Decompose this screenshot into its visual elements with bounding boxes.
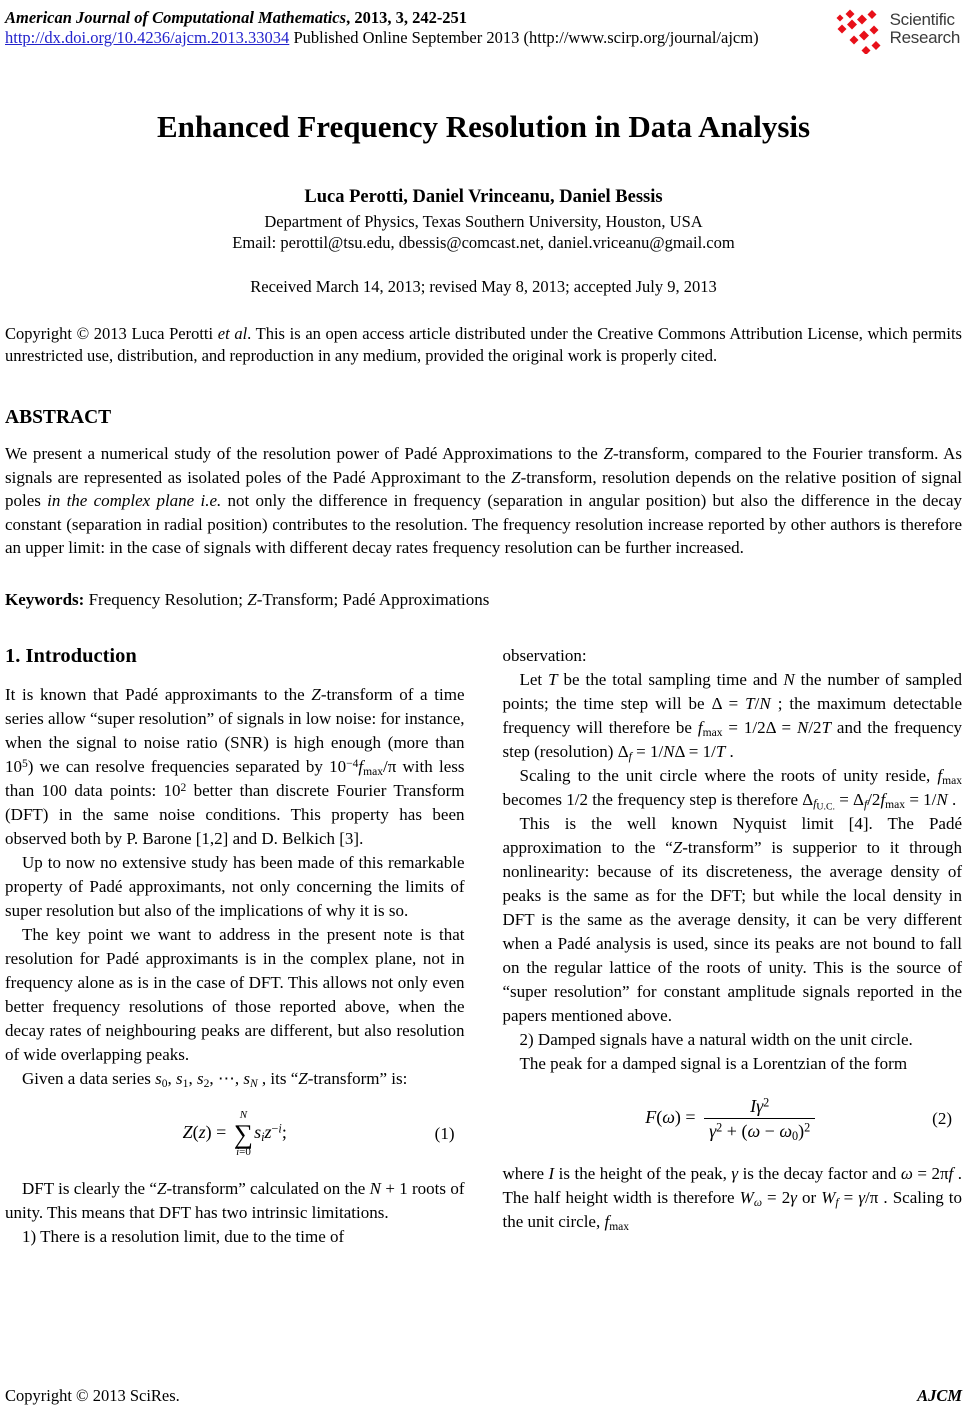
- doi-link[interactable]: http://dx.doi.org/10.4236/ajcm.2013.33034: [5, 28, 290, 47]
- right-column: [503, 644, 963, 1249]
- right-paragraph-0: observation:: [502, 645, 587, 665]
- publication-line: [5, 28, 759, 48]
- intro-paragraph-3: The key point we want to address in the present note is that resolution for Padé approximants is in the complex plane, not in frequency alone as is in the case of DFT. This allows not only even better frequency resolutions of those reported above, when the decay rates of neighbouring peaks are different, but also resolution of wide overlapping peaks.: [5, 924, 465, 1064]
- equation-2-body: F(ω) = $\frac{I\gamma^2}{\gamma^2 + (\omega - \omega_0)^2}$: [645, 1095, 819, 1143]
- right-paragraph-3: This is the well known Nyquist limit [4]. The Padé approximation to the “Z-transform” is supperior to it through nonlinearity: because of its discreteness, the average density of peaks is the same as for the DFT; but while the local density in DFT is the same as the average density, it can be very different when a Padé analysis is used, since its peaks are not bound to fall on the regular lattice of the roots of unity. This is the source of “super resolution” for constant amplitude signals reported in the papers mentioned above.: [502, 813, 962, 1025]
- copyright-notice: Copyright © 2013 Luca Perotti et al. This is an open access article distributed under the Creative Commons Attribution License, which permits unrestricted use, distribution, and reproduction in any medium, provided the original work is properly cited.: [5, 324, 962, 365]
- equation-1-number: (1): [434, 1123, 455, 1143]
- keywords-line: [5, 589, 962, 611]
- journal-issue: , 2013, 3, 242-251: [346, 8, 468, 27]
- right-paragraph-5: The peak for a damped signal is a Lorentzian of the form: [519, 1053, 908, 1073]
- page-header: [5, 8, 962, 56]
- email-line: Email: perottil@tsu.edu, dbessis@comcast.net, daniel.vriceanu@gmail.com: [232, 233, 735, 252]
- section-heading-introduction: 1. Introduction: [5, 644, 137, 667]
- published-online-text: Published Online September 2013 (http://www.scirp.org/journal/ajcm): [289, 28, 759, 47]
- affiliation-line: Department of Physics, Texas Southern University, Houston, USA: [264, 212, 703, 231]
- intro-paragraph-4: Given a data series $s_0$, $s_1$, $s_2$, ⋯, $s_N$ , its “Z-transform” is:: [22, 1068, 408, 1090]
- page-footer: [5, 1386, 962, 1406]
- intro-paragraph-2: Up to now no extensive study has been made of this remarkable property of Padé approximants, not only concerning the limits of super resolution but also of the implications of why it is so.: [5, 852, 465, 920]
- equation-2-number: (2): [932, 1108, 952, 1128]
- abstract-heading: ABSTRACT: [5, 407, 112, 428]
- intro-paragraph-5: DFT is clearly the “Z-transform” calculated on the N + 1 roots of unity. This means that DFT has two intrinsic limitations.: [5, 1178, 465, 1222]
- equation-2: [503, 1090, 963, 1148]
- authors-line: Luca Perotti, Daniel Vrinceanu, Daniel Bessis: [304, 187, 663, 207]
- intro-paragraph-1: It is known that Padé approximants to the Z-transform of a time series allow “super resolution” of signals in low noise: for instance, when the signal to noise ratio (SNR) is high enough (more than $10^5$) we can resolve frequencies separated by $10^{-4}f_{max}/\pi$ with less than 100 data points: $10^2$ better than discrete Fourier Transform (DFT) in the same noise conditions. This property has been observed both by P. Barone [1,2] and D. Belkich [3].: [5, 684, 465, 848]
- right-paragraph-4: 2) Damped signals have a natural width on the unit circle.: [519, 1029, 913, 1049]
- publisher-name-line2: Research: [889, 28, 960, 47]
- received-line: Received March 14, 2013; revised May 8, 2013; accepted July 9, 2013: [250, 277, 717, 296]
- publisher-logo: [832, 8, 960, 54]
- keywords-text: Frequency Resolution; Z-Transform; Padé Approximations: [84, 589, 490, 609]
- footer-journal-abbrev: AJCM: [917, 1386, 962, 1405]
- publisher-name: [890, 11, 960, 47]
- right-paragraph-1: Let T be the total sampling time and N the number of sampled points; the time step will be Δ = T/N ; the maximum detectable frequency will therefore be $f_{max} = 1/2\Delta = N/2T$ and the frequency step (resolution) $\Delta_f = 1/N\Delta = 1/T$ .: [502, 669, 962, 763]
- left-column: [5, 644, 465, 1249]
- intro-paragraph-6: 1) There is a resolution limit, due to the time of: [22, 1226, 345, 1246]
- equation-1: [5, 1105, 465, 1163]
- article-title: Enhanced Frequency Resolution in Data Analysis: [156, 109, 811, 144]
- publisher-name-line1: Scientific: [889, 10, 955, 29]
- right-paragraph-2: Scaling to the unit circle where the roots of unity reside, $f_{max}$ becomes 1/2 the frequency step is therefore $\Delta_{f_{U.C.}} = \Delta_f/2f_{max} = 1/N$ .: [502, 765, 962, 813]
- equation-1-body: Z(z) = N ∑ i=0 $s_iz^{-i}$;: [182, 1108, 287, 1158]
- right-paragraph-6: where I is the height of the peak, γ is the decay factor and ω = 2πf . The half height width is therefore $W_\omega = 2\gamma$ or $W_f = \gamma/\pi$ . Scaling to the unit circle, $f_{max}$: [502, 1163, 963, 1233]
- journal-title-line: [5, 8, 759, 28]
- article-body: [5, 644, 962, 1249]
- keywords-label: Keywords:: [5, 589, 85, 609]
- scirp-diamonds-icon: [832, 8, 886, 54]
- journal-name: American Journal of Computational Mathematics: [5, 8, 347, 27]
- journal-info: [5, 8, 759, 48]
- footer-copyright: Copyright © 2013 SciRes.: [5, 1386, 180, 1405]
- abstract-body: We present a numerical study of the resolution power of Padé Approximations to the Z-transform, compared to the Fourier transform. As signals are represented as isolated poles of the Padé Approximant to the Z-transform, resolution depends on the relative position of signal poles in the complex plane i.e. not only the difference in frequency (separation in angular position) but also the difference in the decay constant (separation in radial position) contributes to the resolution. The frequency resolution increase reported by other authors is therefore an upper limit: in the case of signals with different decay rates frequency resolution can be further increased.: [5, 444, 962, 557]
